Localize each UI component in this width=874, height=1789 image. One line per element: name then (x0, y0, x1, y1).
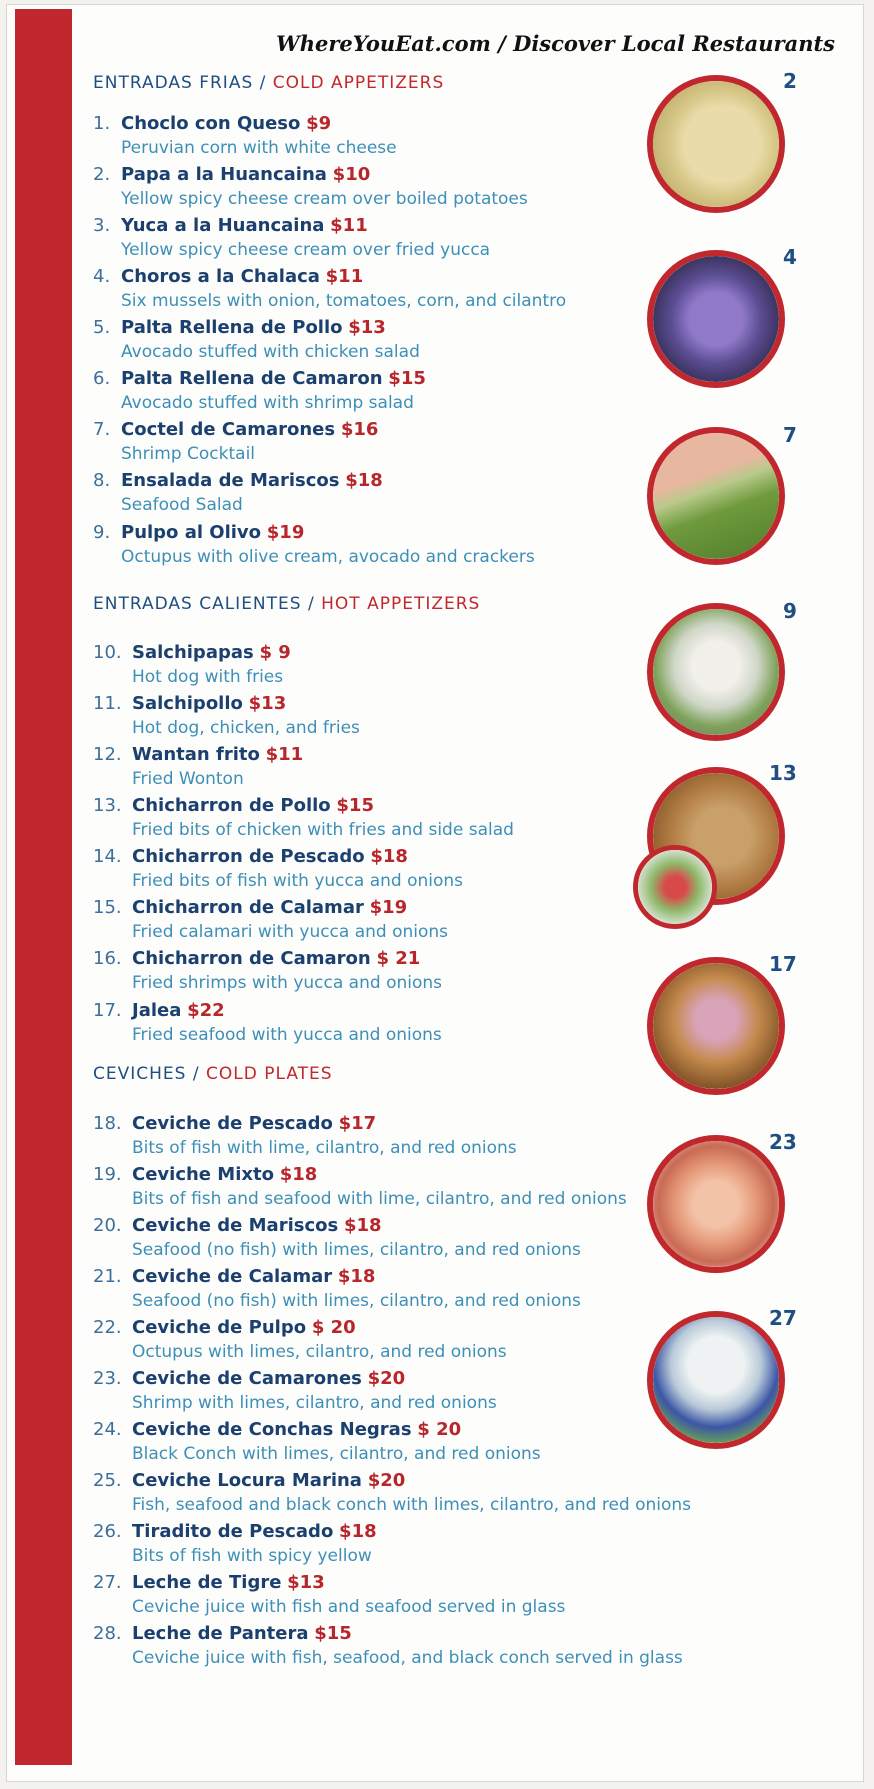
item-number: 23. (93, 1368, 122, 1389)
menu-item (93, 692, 360, 740)
item-description: Fried bits of fish with yucca and onions (132, 871, 464, 891)
item-price: $16 (340, 419, 379, 440)
item-description: Bits of fish and seafood with lime, cilantro, and red onions (132, 1189, 627, 1209)
item-number: 8. (93, 470, 111, 491)
item-price: $15 (388, 368, 426, 389)
item-name: Chicharron de Pescado (132, 846, 365, 867)
section-title-en: COLD PLATES (206, 1064, 333, 1084)
item-name: Chicharron de Camaron (132, 948, 371, 969)
item-description: Ceviche juice with fish, seafood, and black conch served in glass (132, 1648, 683, 1668)
item-description: Ceviche juice with fish and seafood served in glass (132, 1597, 566, 1617)
item-price: $9 (306, 113, 332, 134)
menu-item (93, 947, 442, 995)
item-name: Ceviche de Pulpo (132, 1317, 307, 1338)
item-number: 17. (93, 1000, 122, 1021)
item-description: Seafood (no fish) with limes, cilantro, and red onions (132, 1291, 581, 1311)
section-title-ceviches: CEVICHES / COLD PLATES (93, 1064, 333, 1084)
red-side-band (15, 9, 72, 1765)
item-number: 6. (93, 368, 111, 389)
item-description: Fried bits of chicken with fries and side salad (132, 820, 514, 840)
item-description: Bits of fish with lime, cilantro, and red onions (132, 1138, 517, 1158)
menu-item (93, 418, 378, 466)
item-price: $18 (337, 1266, 376, 1287)
item-description: Octupus with limes, cilantro, and red onions (132, 1342, 507, 1362)
item-price: $18 (343, 1215, 382, 1236)
item-price: $18 (339, 1521, 377, 1542)
menu-item (93, 1520, 377, 1568)
dish-photo-23 (647, 1135, 785, 1273)
item-price: $15 (336, 795, 374, 816)
item-description: Fried seafood with yucca and onions (132, 1025, 442, 1045)
item-number: 7. (93, 419, 111, 440)
item-description: Seafood Salad (121, 495, 243, 515)
item-description: Peruvian corn with white cheese (121, 138, 397, 158)
menu-item (93, 469, 383, 517)
menu-item (93, 112, 397, 160)
photo-number: 13 (769, 761, 797, 785)
menu-item (93, 1112, 517, 1160)
item-number: 28. (93, 1623, 122, 1644)
item-description: Fried shrimps with yucca and onions (132, 973, 443, 993)
menu-item (93, 845, 463, 893)
dish-photo-7 (647, 427, 785, 565)
item-description: Hot dog with fries (132, 667, 284, 687)
item-description: Fried calamari with yucca and onions (132, 922, 449, 942)
photo-number: 7 (783, 423, 797, 447)
item-price: $15 (314, 1623, 352, 1644)
item-description: Shrimp with limes, cilantro, and red onions (132, 1393, 497, 1413)
menu-item (93, 214, 490, 262)
item-price: $18 (370, 846, 408, 867)
item-name: Palta Rellena de Camaron (121, 368, 383, 389)
item-number: 21. (93, 1266, 122, 1287)
item-description: Bits of fish with spicy yellow (132, 1546, 372, 1566)
item-name: Salchipollo (132, 693, 243, 714)
item-price: $13 (287, 1572, 325, 1593)
menu-item (93, 265, 566, 313)
item-name: Wantan frito (132, 744, 260, 765)
item-description: Yellow spicy cheese cream over boiled potatoes (121, 189, 528, 209)
item-price: $20 (367, 1470, 406, 1491)
item-number: 14. (93, 846, 122, 867)
menu-item (93, 1316, 507, 1364)
item-price: $13 (348, 317, 386, 338)
item-number: 9. (93, 522, 111, 543)
photo-number: 9 (783, 599, 797, 623)
item-price: $18 (345, 470, 383, 491)
item-number: 13. (93, 795, 122, 816)
menu-page (6, 4, 864, 1782)
item-name: Ceviche Locura Marina (132, 1470, 362, 1491)
item-number: 26. (93, 1521, 122, 1542)
item-number: 16. (93, 948, 122, 969)
menu-item (93, 743, 303, 791)
menu-item (93, 521, 535, 569)
item-number: 18. (93, 1113, 122, 1134)
dish-photo-9 (647, 603, 785, 741)
item-name: Ceviche de Conchas Negras (132, 1419, 412, 1440)
dish-photo-17 (647, 957, 785, 1095)
item-name: Choclo con Queso (121, 113, 301, 134)
item-name: Ceviche de Mariscos (132, 1215, 339, 1236)
item-name: Coctel de Camarones (121, 419, 336, 440)
photo-number: 4 (783, 245, 797, 269)
item-description: Hot dog, chicken, and fries (132, 718, 360, 738)
item-price: $22 (187, 1000, 225, 1021)
item-price: $ 20 (417, 1419, 462, 1440)
item-price: $20 (367, 1368, 406, 1389)
item-number: 20. (93, 1215, 122, 1236)
item-description: Octupus with olive cream, avocado and crackers (121, 547, 535, 567)
item-number: 12. (93, 744, 122, 765)
item-name: Choros a la Chalaca (121, 266, 320, 287)
menu-item (93, 1163, 627, 1211)
item-name: Pulpo al Olivo (121, 522, 262, 543)
menu-item (93, 1571, 565, 1619)
item-description: Avocado stuffed with chicken salad (121, 342, 420, 362)
menu-item (93, 1214, 581, 1262)
item-number: 11. (93, 693, 122, 714)
item-price: $11 (265, 744, 304, 765)
item-name: Tiradito de Pescado (132, 1521, 334, 1542)
dish-photo-13-side (633, 845, 717, 929)
item-name: Leche de Tigre (132, 1572, 282, 1593)
section-title-es: CEVICHES (93, 1064, 187, 1084)
photo-number: 17 (769, 952, 797, 976)
section-title-en: HOT APPETIZERS (321, 594, 481, 614)
item-name: Papa a la Huancaina (121, 164, 327, 185)
item-name: Chicharron de Calamar (132, 897, 364, 918)
item-name: Ceviche de Calamar (132, 1266, 333, 1287)
section-title-es: ENTRADAS FRIAS (93, 73, 254, 93)
dish-photo-2 (647, 75, 785, 213)
photo-number: 23 (769, 1130, 797, 1154)
item-number: 5. (93, 317, 111, 338)
section-title-es: ENTRADAS CALIENTES (93, 594, 302, 614)
item-description: Shrimp Cocktail (121, 444, 256, 464)
item-name: Leche de Pantera (132, 1623, 309, 1644)
item-price: $17 (338, 1113, 377, 1134)
photo-number: 2 (783, 69, 797, 93)
item-description: Seafood (no fish) with limes, cilantro, and red onions (132, 1240, 581, 1260)
site-watermark: WhereYouEat.com / Discover Local Restaurants (276, 31, 835, 56)
item-price: $19 (369, 897, 408, 918)
item-name: Chicharron de Pollo (132, 795, 331, 816)
item-name: Ceviche Mixto (132, 1164, 274, 1185)
menu-item (93, 641, 291, 689)
section-title-hot-appetizers: ENTRADAS CALIENTES / HOT APPETIZERS (93, 594, 481, 614)
item-number: 24. (93, 1419, 122, 1440)
dish-photo-4 (647, 250, 785, 388)
item-number: 3. (93, 215, 111, 236)
item-number: 25. (93, 1470, 122, 1491)
item-price: $10 (332, 164, 371, 185)
menu-item (93, 1367, 497, 1415)
section-title-en: COLD APPETIZERS (272, 73, 445, 93)
item-description: Yellow spicy cheese cream over fried yucca (121, 240, 491, 260)
item-number: 19. (93, 1164, 122, 1185)
photo-number: 27 (769, 1306, 797, 1330)
dish-photo-27 (647, 1311, 785, 1449)
item-price: $11 (325, 266, 364, 287)
item-description: Fish, seafood and black conch with limes, cilantro, and red onions (132, 1495, 692, 1515)
item-name: Ceviche de Camarones (132, 1368, 362, 1389)
menu-item (93, 316, 420, 364)
item-name: Salchipapas (132, 642, 254, 663)
item-price: $19 (266, 522, 305, 543)
item-description: Fried Wonton (132, 769, 244, 789)
item-description: Avocado stuffed with shrimp salad (121, 393, 414, 413)
item-number: 15. (93, 897, 122, 918)
item-name: Palta Rellena de Pollo (121, 317, 343, 338)
section-title-cold-appetizers: ENTRADAS FRIAS / COLD APPETIZERS (93, 73, 445, 93)
menu-item (93, 1622, 683, 1670)
menu-item (93, 1469, 691, 1517)
menu-item (93, 367, 426, 415)
menu-item (93, 999, 442, 1047)
item-price: $ 9 (259, 642, 291, 663)
item-number: 1. (93, 113, 111, 134)
item-number: 4. (93, 266, 111, 287)
item-price: $ 20 (311, 1317, 356, 1338)
menu-item (93, 794, 514, 842)
item-price: $ 21 (376, 948, 421, 969)
item-name: Jalea (132, 1000, 182, 1021)
item-price: $13 (248, 693, 287, 714)
menu-item (93, 896, 448, 944)
item-name: Yuca a la Huancaina (121, 215, 325, 236)
item-price: $18 (279, 1164, 318, 1185)
menu-item (93, 163, 528, 211)
menu-item (93, 1265, 581, 1313)
item-number: 27. (93, 1572, 122, 1593)
item-name: Ceviche de Pescado (132, 1113, 333, 1134)
item-description: Six mussels with onion, tomatoes, corn, and cilantro (121, 291, 567, 311)
item-number: 22. (93, 1317, 122, 1338)
menu-item (93, 1418, 541, 1466)
item-price: $11 (330, 215, 368, 236)
item-description: Black Conch with limes, cilantro, and red onions (132, 1444, 541, 1464)
item-name: Ensalada de Mariscos (121, 470, 340, 491)
item-number: 10. (93, 642, 122, 663)
item-number: 2. (93, 164, 111, 185)
